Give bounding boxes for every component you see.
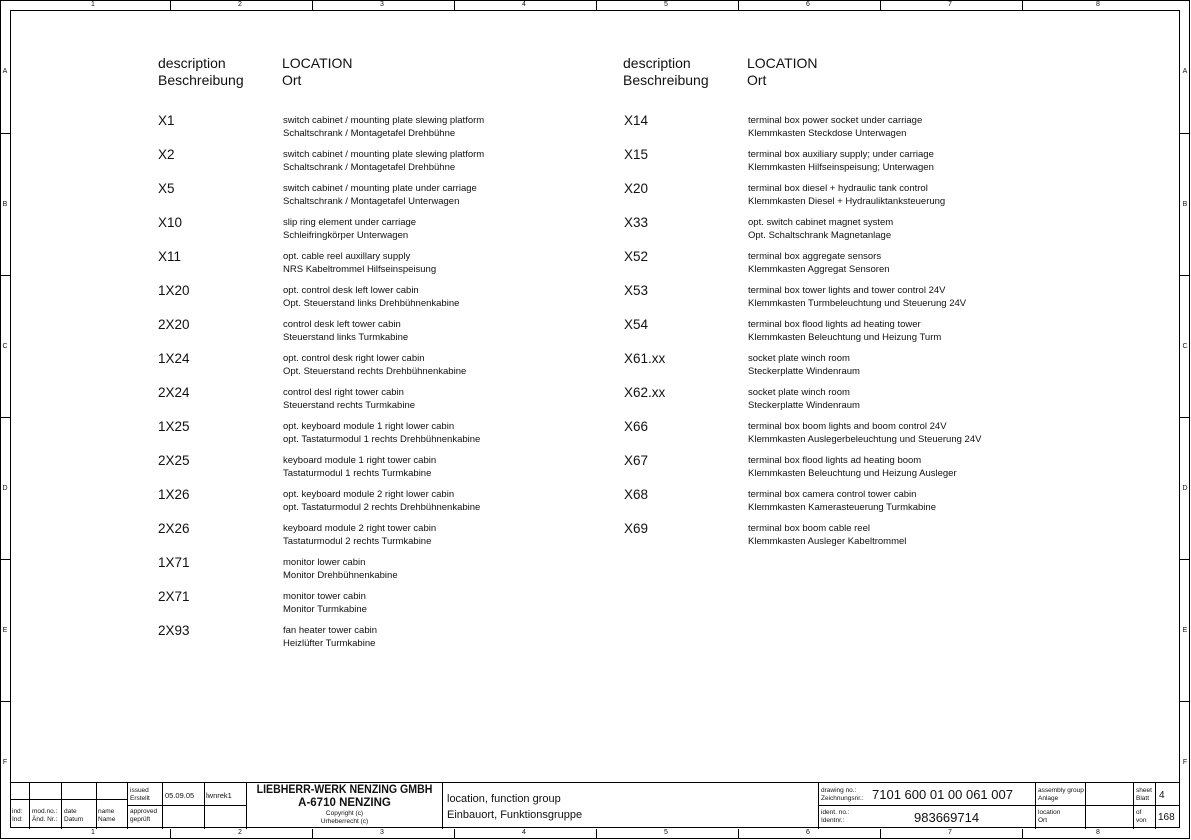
entry-location xyxy=(748,523,906,548)
entry-location xyxy=(283,285,459,310)
row-letter: B xyxy=(2,201,8,208)
desc-en: description xyxy=(623,55,691,71)
approved-label: approved geprüft xyxy=(130,808,158,823)
location-en: terminal box diesel + hydraulic tank control xyxy=(748,183,928,194)
entry-code: 1X24 xyxy=(158,351,190,366)
location-de: Schleifringkörper Unterwagen xyxy=(283,229,409,241)
entry-code: X54 xyxy=(624,317,649,332)
location-de: Klemmkasten Beleuchtung und Heizung Turm xyxy=(748,331,942,343)
location-de: Heizlüfter Turmkabine xyxy=(283,637,376,649)
title-block xyxy=(10,782,1180,829)
column-number: 3 xyxy=(380,1,384,8)
entry-location xyxy=(748,149,934,174)
location-en: fan heater tower cabin xyxy=(283,625,378,636)
location-en: keyboard module 1 right tower cabin xyxy=(283,455,437,466)
column-number: 2 xyxy=(238,1,242,8)
drawing-no-label: drawing no.: Zeichnungsnr.: xyxy=(821,787,864,802)
entry-code: X52 xyxy=(624,249,649,264)
entry-location xyxy=(748,319,941,344)
loc-de: Ort xyxy=(282,72,302,88)
location-label: location Ort xyxy=(1038,809,1061,824)
border-tick xyxy=(0,701,10,702)
location-de: Opt. Schaltschrank Magnetanlage xyxy=(748,229,892,241)
entry-code: X5 xyxy=(158,181,175,196)
location-de: Klemmkasten Kamerasteuerung Turmkabine xyxy=(748,501,936,513)
location-en: keyboard module 2 right tower cabin xyxy=(283,523,437,534)
column-number: 6 xyxy=(806,1,810,8)
location-de: Schaltschrank / Montagetafel Drehbühne xyxy=(283,161,456,173)
loc-en: LOCATION xyxy=(282,55,353,71)
row-letter: E xyxy=(2,627,8,634)
modno-label: mod.no.: Änd. Nr.: xyxy=(32,808,58,823)
entry-code: X2 xyxy=(158,147,175,162)
entry-location xyxy=(748,353,860,378)
column-number: 7 xyxy=(948,1,952,8)
copyright-en: Copyright (c) xyxy=(325,810,364,817)
location-en: terminal box auxiliary supply; under carriage xyxy=(748,149,934,160)
assembly-group-label: assembly group Anlage xyxy=(1038,787,1084,802)
entry-location xyxy=(748,251,890,276)
location-en: terminal box flood lights ad heating boom xyxy=(748,455,922,466)
border-tick xyxy=(738,0,739,10)
entry-location xyxy=(283,523,436,548)
row-letter: E xyxy=(1182,627,1188,634)
location-en: opt. control desk left lower cabin xyxy=(283,285,419,296)
border-tick xyxy=(1022,0,1023,10)
entry-code: 2X93 xyxy=(158,623,190,638)
location-de: Klemmkasten Ausleger Kabeltrommel xyxy=(748,535,907,547)
left-desc-header xyxy=(158,55,244,89)
row-letter: C xyxy=(1182,343,1188,350)
location-en: control desk left tower cabin xyxy=(283,319,401,330)
location-en: opt. control desk right lower cabin xyxy=(283,353,425,364)
border-tick xyxy=(880,829,881,839)
row-letter: F xyxy=(1182,759,1188,766)
entry-location xyxy=(283,217,416,242)
name-label: name Name xyxy=(98,808,116,823)
location-de: opt. Tastaturmodul 1 rechts Drehbühnenkabine xyxy=(283,433,481,445)
border-tick xyxy=(0,417,10,418)
company-address: A-6710 NENZING xyxy=(298,797,391,809)
entry-location xyxy=(283,149,484,174)
entry-code: X67 xyxy=(624,453,649,468)
entry-code: 1X26 xyxy=(158,487,190,502)
entry-code: X15 xyxy=(624,147,649,162)
entry-location xyxy=(748,183,945,208)
location-de: Steckerplatte Windenraum xyxy=(748,399,860,411)
entry-location xyxy=(283,319,408,344)
location-en: control desl right tower cabin xyxy=(283,387,404,398)
ident-no-label: ident. no.: Identnr.: xyxy=(821,809,850,824)
issued-date: 05.09.05 xyxy=(165,791,195,800)
entry-code: X11 xyxy=(158,249,182,264)
entry-code: 2X71 xyxy=(158,589,190,604)
border-tick xyxy=(0,275,10,276)
entry-code: 1X20 xyxy=(158,283,190,298)
location-de: Klemmkasten Auslegerbeleuchtung und Steuerung 24V xyxy=(748,433,982,445)
drawing-title xyxy=(447,791,582,823)
sheet-label: sheet Blatt xyxy=(1136,787,1152,802)
border-tick xyxy=(1180,417,1190,418)
location-de: Schaltschrank / Montagetafel Unterwagen xyxy=(283,195,460,207)
location-de: Tastaturmodul 2 rechts Turmkabine xyxy=(283,535,432,547)
location-en: terminal box boom cable reel xyxy=(748,523,870,534)
location-de: Steckerplatte Windenraum xyxy=(748,365,860,377)
column-number: 5 xyxy=(664,1,668,8)
entry-location xyxy=(748,421,981,446)
loc-de: Ort xyxy=(747,72,767,88)
location-en: slip ring element under carriage xyxy=(283,217,417,228)
entry-code: X66 xyxy=(624,419,649,434)
left-location-header xyxy=(282,55,353,89)
right-desc-header xyxy=(623,55,709,89)
entry-code: X62.xx xyxy=(624,385,666,400)
entry-code: X1 xyxy=(158,113,175,128)
border-tick xyxy=(880,0,881,10)
entry-location xyxy=(748,217,893,242)
location-en: terminal box flood lights ad heating tower xyxy=(748,319,921,330)
row-letter: A xyxy=(2,68,8,75)
location-en: opt. keyboard module 2 right lower cabin xyxy=(283,489,455,500)
date-label: date Datum xyxy=(64,808,84,823)
company-block xyxy=(247,784,442,825)
location-de: Klemmkasten Turmbeleuchtung und Steuerung 24V xyxy=(748,297,967,309)
entry-location xyxy=(748,115,922,140)
location-en: switch cabinet / mounting plate slewing platform xyxy=(283,149,485,160)
desc-de: Beschreibung xyxy=(158,72,244,88)
issued-name: lwnrek1 xyxy=(206,791,232,800)
column-number: 5 xyxy=(664,829,668,836)
column-number: 3 xyxy=(380,829,384,836)
location-en: monitor tower cabin xyxy=(283,591,366,602)
entry-location xyxy=(283,421,480,446)
location-de: Opt. Steuerstand rechts Drehbühnenkabine xyxy=(283,365,467,377)
copyright-de: Urheberrecht (c) xyxy=(320,817,369,825)
location-de: Klemmkasten Hilfseinspeisung; Unterwagen xyxy=(748,161,934,173)
border-tick xyxy=(1180,133,1190,134)
right-location-header xyxy=(747,55,818,89)
entry-location xyxy=(283,557,398,582)
ind-label: ind: Ind: xyxy=(12,808,23,823)
location-de: Steuerstand links Turmkabine xyxy=(283,331,409,343)
entry-code: 2X20 xyxy=(158,317,190,332)
of-label: of von xyxy=(1136,809,1147,824)
location-de: Tastaturmodul 1 rechts Turmkabine xyxy=(283,467,432,479)
border-tick xyxy=(1022,829,1023,839)
border-tick xyxy=(596,829,597,839)
row-letter: D xyxy=(1182,485,1188,492)
entry-location xyxy=(283,625,377,650)
location-en: terminal box boom lights and boom control 24V xyxy=(748,421,947,432)
entry-code: X53 xyxy=(624,283,649,298)
location-de: Klemmkasten Steckdose Unterwagen xyxy=(748,127,907,139)
location-en: terminal box aggregate sensors xyxy=(748,251,882,262)
location-en: terminal box tower lights and tower control 24V xyxy=(748,285,946,296)
total-sheets: 168 xyxy=(1158,812,1175,823)
row-letter: D xyxy=(2,485,8,492)
location-de: Monitor Drehbühnenkabine xyxy=(283,569,398,581)
border-tick xyxy=(0,559,10,560)
location-en: opt. cable reel auxillary supply xyxy=(283,251,411,262)
entry-code: 2X24 xyxy=(158,385,190,400)
entry-code: X14 xyxy=(624,113,649,128)
border-tick xyxy=(170,829,171,839)
entry-location xyxy=(283,115,484,140)
row-letter: C xyxy=(2,343,8,350)
column-number: 8 xyxy=(1096,829,1100,836)
entry-code: 1X25 xyxy=(158,419,190,434)
border-tick xyxy=(1180,275,1190,276)
column-number: 7 xyxy=(948,829,952,836)
entry-location xyxy=(283,183,477,208)
title-de: Einbauort, Funktionsgruppe xyxy=(447,809,583,821)
column-number: 6 xyxy=(806,829,810,836)
location-de: Klemmkasten Beleuchtung und Heizung Ausleger xyxy=(748,467,957,479)
location-de: opt. Tastaturmodul 2 rechts Drehbühnenkabine xyxy=(283,501,481,513)
entry-code: 1X71 xyxy=(158,555,190,570)
entry-location xyxy=(283,251,436,276)
location-de: Klemmkasten Aggregat Sensoren xyxy=(748,263,890,275)
ident-number: 983669714 xyxy=(914,810,980,825)
entry-location xyxy=(283,489,480,514)
border-tick xyxy=(1180,559,1190,560)
entry-location xyxy=(748,387,860,412)
location-de: Schaltschrank / Montagetafel Drehbühne xyxy=(283,127,456,139)
entry-location xyxy=(283,591,367,616)
entry-code: X61.xx xyxy=(624,351,666,366)
border-tick xyxy=(454,829,455,839)
border-tick xyxy=(738,829,739,839)
column-number: 2 xyxy=(238,829,242,836)
entry-location xyxy=(283,455,436,480)
sheet-number: 4 xyxy=(1159,790,1165,801)
entry-code: 2X26 xyxy=(158,521,190,536)
location-en: socket plate winch room xyxy=(748,353,850,364)
location-en: opt. keyboard module 1 right lower cabin xyxy=(283,421,455,432)
entry-location xyxy=(748,489,936,514)
row-letter: B xyxy=(1182,201,1188,208)
location-en: opt. switch cabinet magnet system xyxy=(748,217,894,228)
entry-location xyxy=(748,285,966,310)
entry-code: X20 xyxy=(624,181,649,196)
entry-location xyxy=(283,353,466,378)
border-tick xyxy=(0,133,10,134)
location-de: NRS Kabeltrommel Hilfseinspeisung xyxy=(283,263,437,275)
drawing-number: 7101 600 01 00 061 007 xyxy=(872,787,1013,802)
company-name: LIEBHERR-WERK NENZING GMBH xyxy=(256,784,433,796)
border-tick xyxy=(312,0,313,10)
location-en: terminal box power socket under carriage xyxy=(748,115,923,126)
title-en: location, function group xyxy=(447,793,561,805)
entry-code: X10 xyxy=(158,215,183,230)
column-number: 8 xyxy=(1096,1,1100,8)
location-en: switch cabinet / mounting plate slewing platform xyxy=(283,115,485,126)
location-de: Steuerstand rechts Turmkabine xyxy=(283,399,416,411)
border-tick xyxy=(170,0,171,10)
entry-code: X68 xyxy=(624,487,649,502)
border-tick xyxy=(454,0,455,10)
location-de: Opt. Steuerstand links Drehbühnenkabine xyxy=(283,297,460,309)
location-en: socket plate winch room xyxy=(748,387,850,398)
entry-location xyxy=(283,387,415,412)
border-tick xyxy=(1180,701,1190,702)
location-en: terminal box camera control tower cabin xyxy=(748,489,917,500)
column-number: 1 xyxy=(91,1,95,8)
loc-en: LOCATION xyxy=(747,55,818,71)
location-de: Monitor Turmkabine xyxy=(283,603,367,615)
location-de: Klemmkasten Diesel + Hydrauliktanksteuerung xyxy=(748,195,946,207)
column-number: 4 xyxy=(522,829,526,836)
location-en: monitor lower cabin xyxy=(283,557,366,568)
row-letter: A xyxy=(1182,68,1188,75)
desc-en: description xyxy=(158,55,226,71)
issued-label: issued Erstellt xyxy=(130,787,150,802)
entry-code: X69 xyxy=(624,521,649,536)
entry-code: 2X25 xyxy=(158,453,190,468)
border-tick xyxy=(312,829,313,839)
location-en: switch cabinet / mounting plate under carriage xyxy=(283,183,477,194)
entry-code: X33 xyxy=(624,215,649,230)
column-number: 1 xyxy=(91,829,95,836)
desc-de: Beschreibung xyxy=(623,72,709,88)
entry-location xyxy=(748,455,957,480)
column-number: 4 xyxy=(522,1,526,8)
border-tick xyxy=(596,0,597,10)
row-letter: F xyxy=(2,759,8,766)
